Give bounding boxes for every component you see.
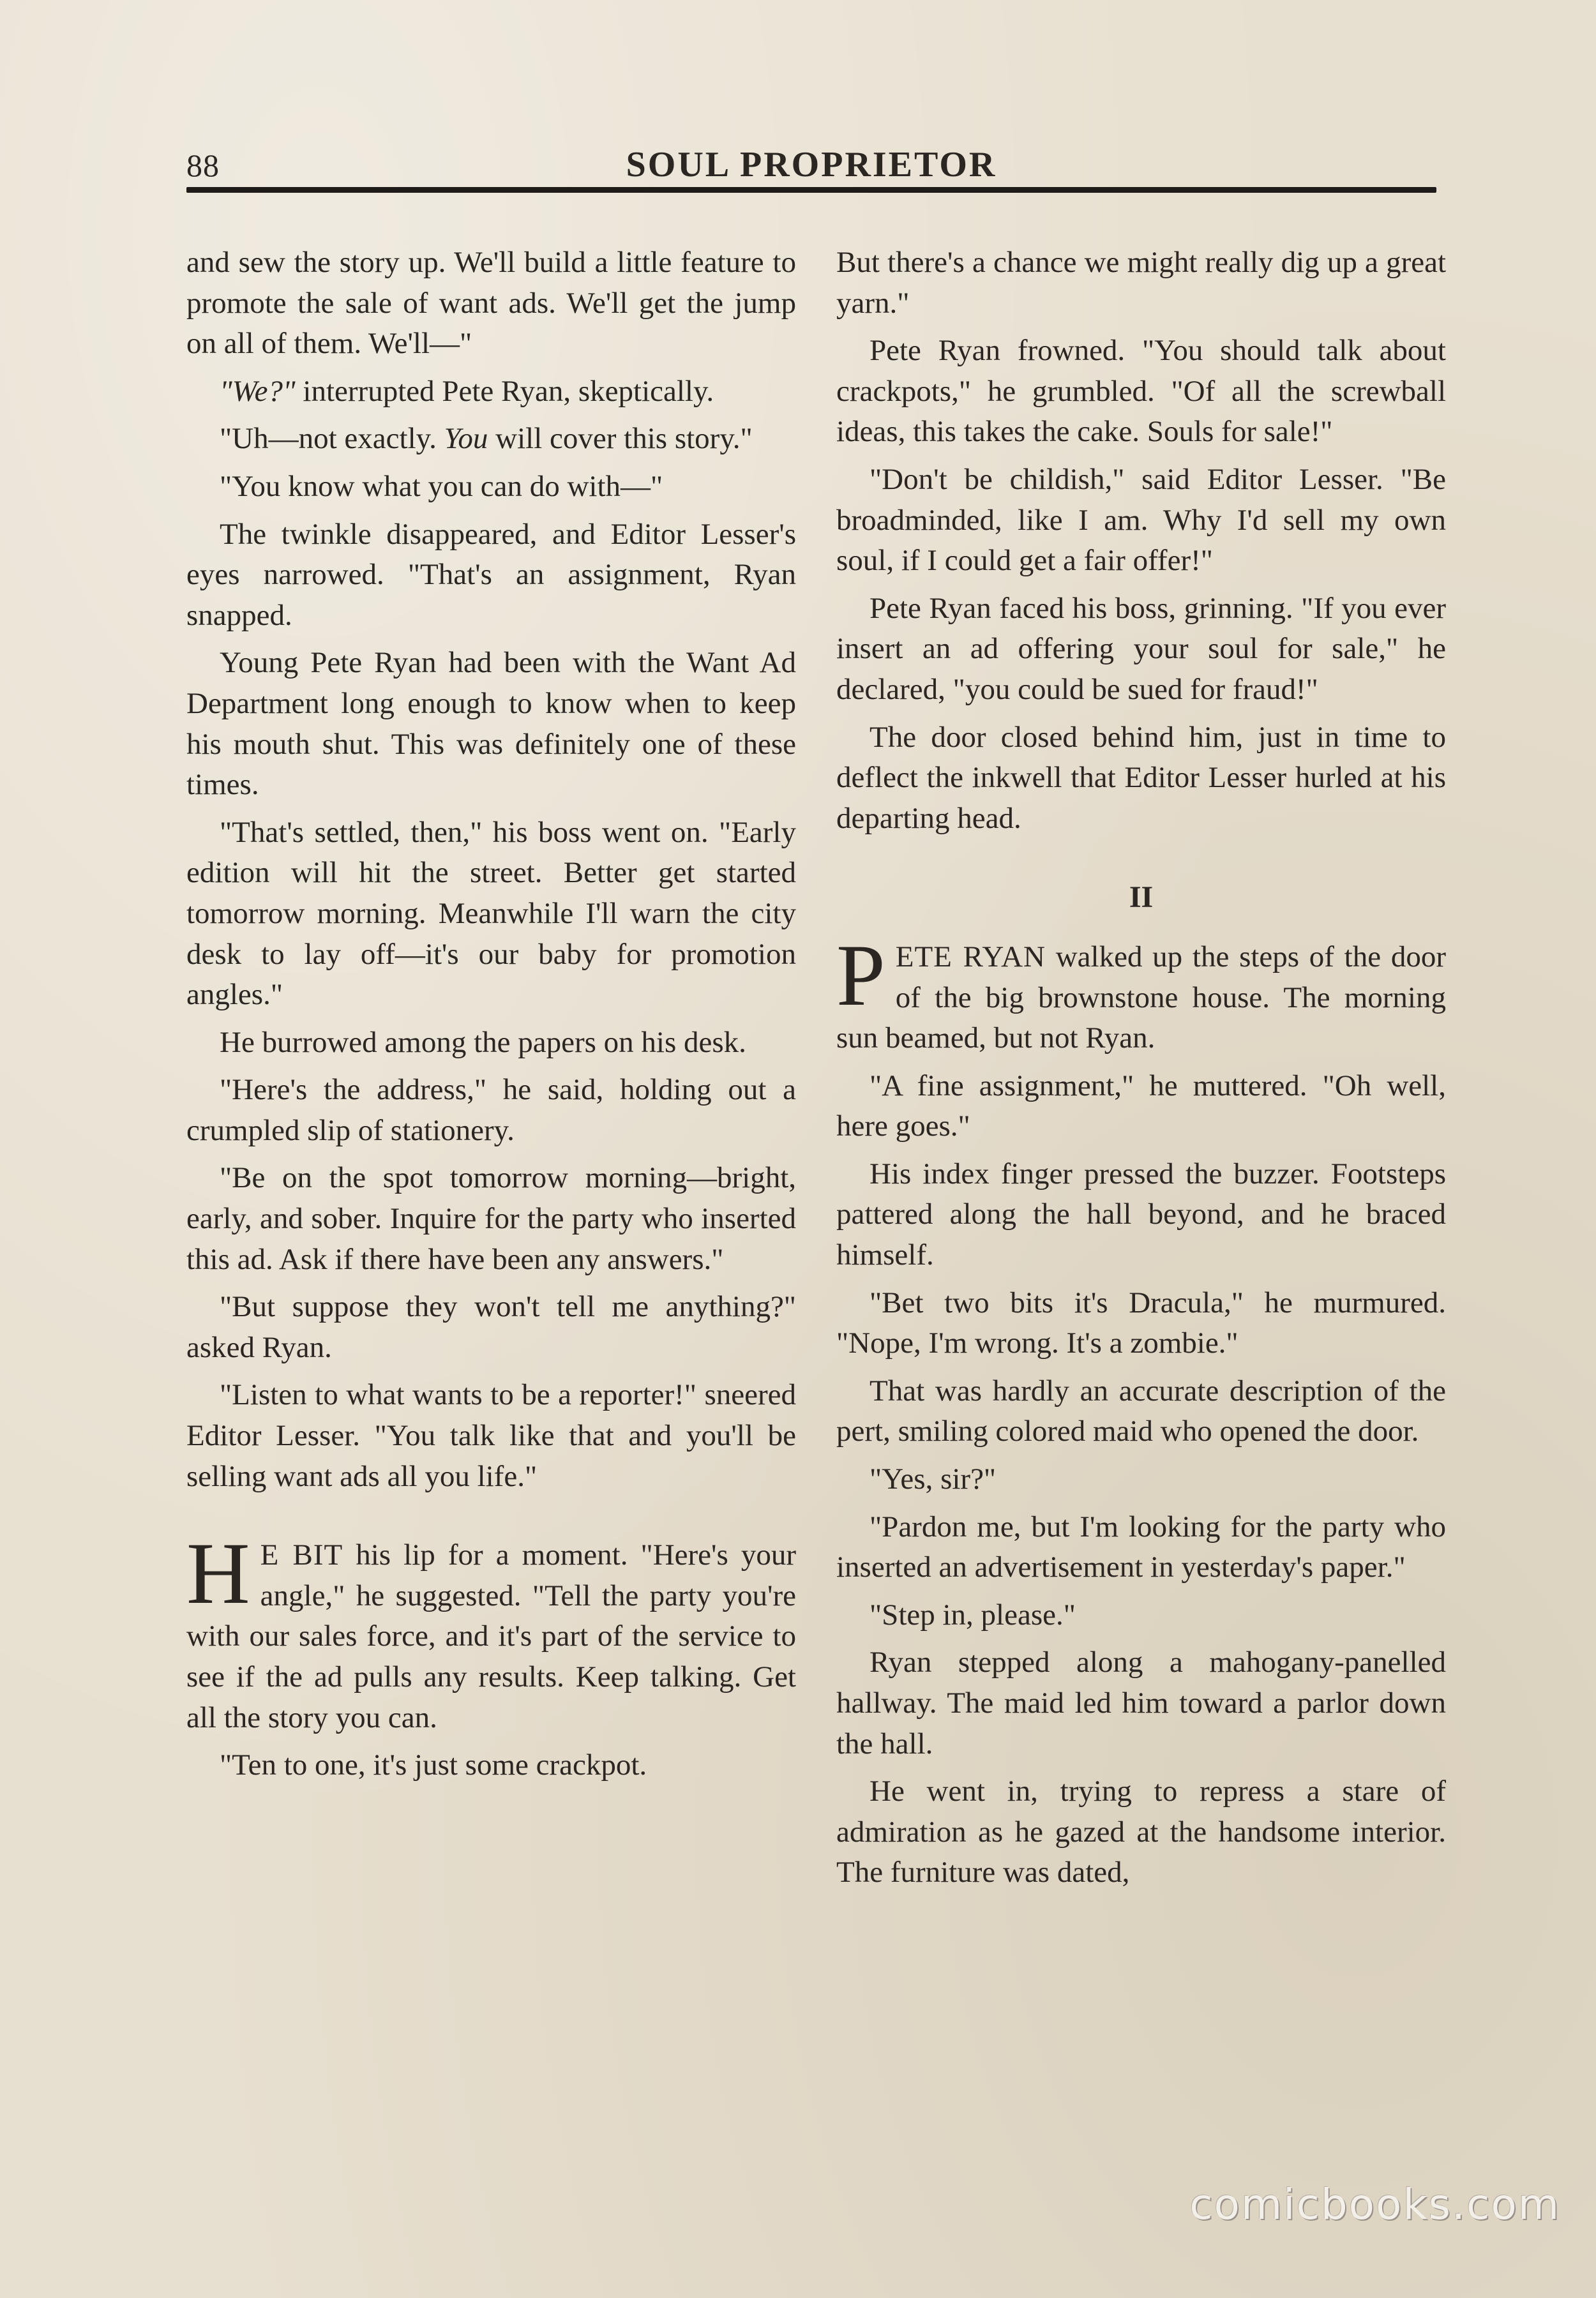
section-numeral: II — [1129, 880, 1154, 915]
italic-text: "We?" — [220, 374, 296, 408]
small-caps-text: ETE RYAN — [895, 940, 1046, 973]
paragraph: Pete Ryan faced his boss, grinning. "If you ever insert an ad offering your soul for sale," he declared, "you could be sued for fraud!" — [836, 591, 1446, 706]
paragraph: Ryan stepped along a mahogany-panelled hallway. The maid led him toward a parlor down the hall. — [836, 1646, 1446, 1761]
text: will cover this story." — [488, 422, 753, 456]
paragraph — [186, 419, 796, 460]
paragraph: The twinkle disappeared, and Editor Lesser's eyes narrowed. "That's an assignment, Ryan snapped. — [186, 517, 796, 632]
paragraph: "Step in, please." — [870, 1598, 1076, 1632]
italic-text: You — [444, 422, 488, 456]
text: walked up the steps of the door of the big brownstone house. The morning sun beamed, but not Ryan. — [836, 940, 1446, 1055]
paragraph-drop-cap — [836, 926, 1446, 1059]
paragraph: "You know what you can do with—" — [220, 469, 663, 503]
page-number: 88 — [186, 147, 220, 183]
text: "Uh—not exactly. — [220, 422, 444, 456]
paragraph: "Don't be childish," said Editor Lesser. "Be broadminded, like I am. Why I'd sell my own soul, if I could get a fair offer!" — [836, 462, 1446, 578]
paragraph: "Yes, sir?" — [870, 1462, 997, 1496]
small-caps-text: E BIT — [260, 1538, 343, 1572]
paragraph: "Ten to one, it's just some crackpot. — [220, 1748, 647, 1782]
left-column — [186, 243, 796, 1793]
paragraph: Pete Ryan frowned. "You should talk about crackpots," he grumbled. "Of all the screwball ideas, this takes the cake. Souls for sale!" — [836, 334, 1446, 449]
paragraph — [186, 372, 796, 412]
paragraph: His index finger pressed the buzzer. Footsteps pattered along the hall beyond, and he braced himself. — [836, 1157, 1446, 1272]
paragraph: and sew the story up. We'll build a little feature to promote the sale of want ads. We'll get the jump on all of them. We'll—" — [186, 246, 796, 361]
paragraph: "Here's the address," he said, holding out a crumpled slip of stationery. — [186, 1073, 796, 1147]
text: interrupted Pete Ryan, skeptically. — [295, 374, 714, 408]
paragraph: Young Pete Ryan had been with the Want Ad Department long enough to know when to keep his mouth shut. This was definitely one of these times. — [186, 646, 796, 802]
paragraph: "Listen to what wants to be a reporter!" sneered Editor Lesser. "You talk like that and you'll be selling want ads all you life." — [186, 1378, 796, 1493]
header-rule — [186, 187, 1436, 193]
drop-cap-letter: P — [836, 926, 885, 1024]
watermark: comicbooks.com — [1189, 2180, 1560, 2229]
paragraph: "A fine assignment," he muttered. "Oh well, here goes." — [836, 1069, 1446, 1143]
drop-cap-letter: H — [186, 1524, 250, 1623]
paragraph: But there's a chance we might really dig up a great yarn." — [836, 246, 1446, 320]
paragraph: That was hardly an accurate description of the pert, smiling colored maid who opened the door. — [836, 1374, 1446, 1448]
paragraph: "But suppose they won't tell me anything?" asked Ryan. — [186, 1290, 796, 1364]
paragraph-drop-cap — [186, 1524, 797, 1738]
paragraph: The door closed behind him, just in time to deflect the inkwell that Editor Lesser hurled at his departing head. — [836, 720, 1446, 835]
right-column — [836, 243, 1446, 1900]
paragraph: "Bet two bits it's Dracula," he murmured. "Nope, I'm wrong. It's a zombie." — [836, 1286, 1446, 1360]
paragraph: "Be on the spot tomorrow morning—bright, early, and sober. Inquire for the party who inserted this ad. Ask if there have been any answers." — [186, 1161, 796, 1276]
paragraph: "That's settled, then," his boss went on. "Early edition will hit the street. Better get started tomorrow morning. Meanwhile I'll warn the city desk to lay off—it's our baby for promotion angles." — [186, 815, 796, 1012]
page-header — [186, 140, 1436, 185]
paragraph: "Pardon me, but I'm looking for the party who inserted an advertisement in yesterday's paper." — [836, 1510, 1446, 1584]
running-title: SOUL PROPRIETOR — [626, 145, 997, 184]
text: his lip for a moment. "Here's your angle," he suggested. "Tell the party you're with our sales force, and it's part of the service to see if the ad pulls any results. Keep talking. Get all the story you can. — [186, 1538, 797, 1734]
paragraph: He burrowed among the papers on his desk. — [220, 1025, 746, 1059]
paragraph: He went in, trying to repress a stare of admiration as he gazed at the handsome interior. The furniture was dated, — [836, 1775, 1446, 1889]
